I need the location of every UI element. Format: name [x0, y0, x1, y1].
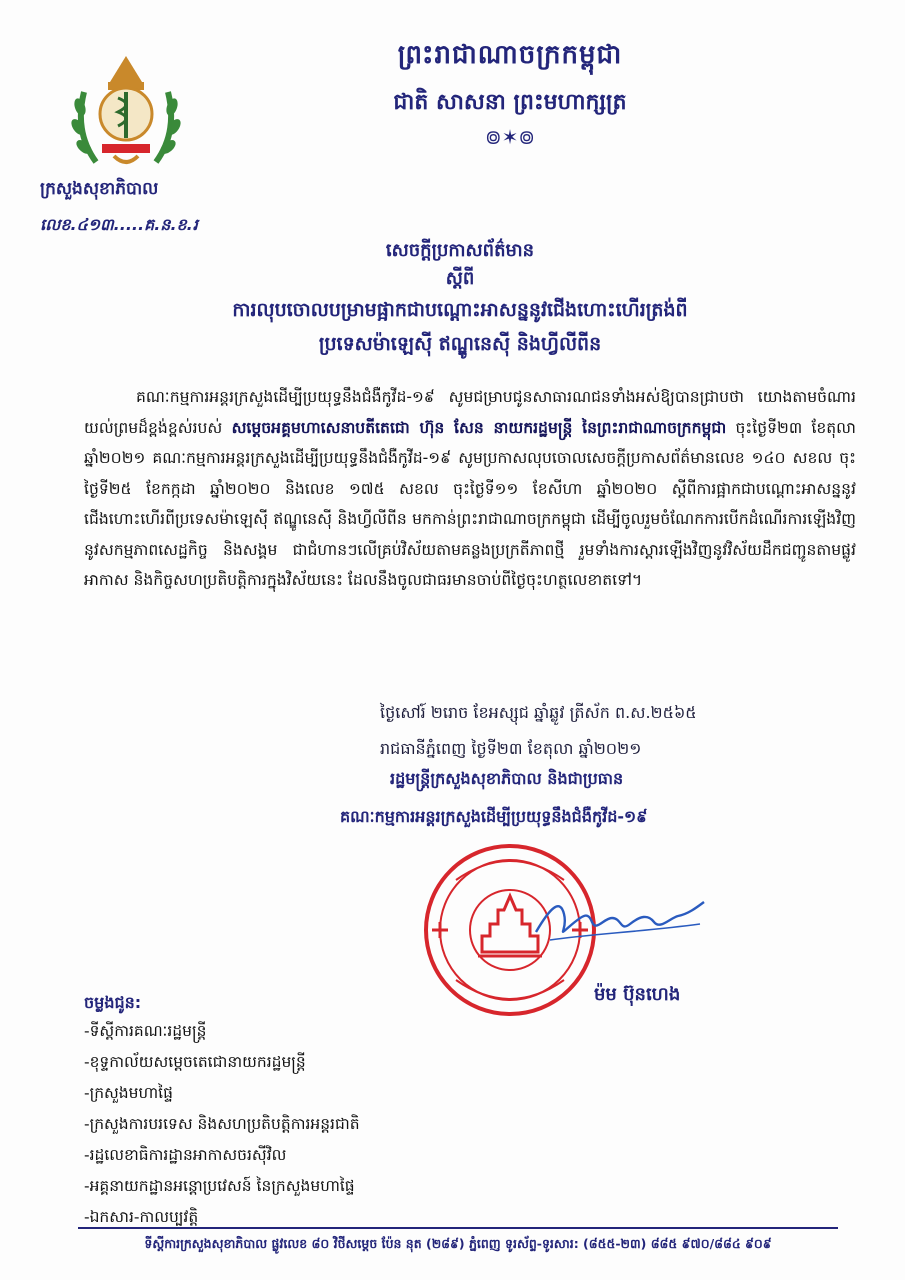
cc-item: -ក្រសួងការបរទេស និងសហប្រតិបត្តិការអន្តរជាតិ [84, 1115, 360, 1133]
body-text-part-2: ចុះថ្ងៃទី២៣ ខែតុលា ឆ្នាំ២០២១ គណៈកម្មការអន្តរក្រសួងដើម្បីប្រយុទ្ធនឹងជំងឺកូវីដ-១៩ សូមប្រកាសលុបចោលសេចក្តីប្រកាសព័ត៌មានលេខ ១៤០ សខល ចុះថ្ងៃទី២៥ ខែកក្កដា ឆ្នាំ២០២០ និងលេខ ១៧៥ សខល ចុះថ្ងៃទី១១ ខែសីហា ឆ្នាំ២០២០ ស្តីពីការផ្អាកជាបណ្តោះអាសន្ននូវជើងហោះហើរពីប្រទេសម៉ាឡេស៊ី ឥណ្ឌូនេស៊ី និងហ្វីលីពីន មកកាន់ព្រះរាជាណាចក្រកម្ពុជា ដើម្បីចូលរួមចំណែកការបើកដំណើរការឡើងវិញនូវសកម្មភាពសេដ្ឋកិច្ច និងសង្គម ជាជំហានៗលើគ្រប់វិស័យតាមគន្លងប្រក្រតីភាពថ្មី រួមទាំងការស្តារឡើងវិញនូវវិស័យដឹកជញ្ជូនតាមផ្លូវអាកាស និងកិច្ចសហប្រតិបត្តិការក្នុងវិស័យនេះ ដែលនឹងចូលជាធរមានចាប់ពីថ្ងៃចុះហត្ថលេខាតទៅ។ [84, 418, 856, 589]
document-subtitle: ស្តីពី [445, 268, 475, 289]
body-text-part-1: គណៈកម្មការអន្តរក្រសួងដើម្បីប្រយុទ្ធនឹងជំងឺកូវីដ-១៩ សូមជម្រាបជូនសាធារណជនទាំងអស់ឱ្យបានជ្រាបថា យោងតាមចំណារយល់ព្រមដ៏ខ្ពង់ខ្ពស់របស់ [84, 388, 856, 437]
ornament-divider: ៙✶៙ [485, 125, 535, 149]
cc-item: -អគ្គនាយកដ្ឋានអន្តោប្រវេសន៍ នៃក្រសួងមហាផ្ទៃ [84, 1177, 355, 1195]
footer-address: ទីស្តីការក្រសួងសុខាភិបាល ផ្លូវលេខ ៨០ វិថីសម្តេច ប៉ែន នុត (២៨៩) ភ្នំពេញ ទូរស័ព្ទ-ទូរសារ: (៨៥៥-២៣) ៨៨៥ ៩៧០/៨៨៤ ៩០៩ [144, 1236, 772, 1251]
footer-divider [78, 1227, 838, 1229]
reference-number: លេខ.៤១៣.....គ.ន.ខ.រ [40, 215, 198, 234]
signer-position-2: គណៈកម្មការអន្តរក្រសួងដើម្បីប្រយុទ្ធនឹងជំងឺកូវីដ-១៩ [340, 807, 648, 826]
cc-heading: ចម្លងជូន: [84, 993, 142, 1012]
signer-name: ម៉ម ប៊ុនហេង [594, 984, 681, 1005]
document-title: សេចក្តីប្រកាសព័ត៌មាន [385, 240, 535, 261]
handwritten-signature-icon [530, 888, 710, 948]
kingdom-heading: ព្រះរាជាណាចក្រកម្ពុជា [397, 40, 623, 70]
document-subject-line-1: ការលុបចោលបម្រាមផ្អាកជាបណ្តោះអាសន្ននូវជើងហោះហើរត្រង់ពី [232, 299, 688, 321]
body-paragraph [84, 382, 856, 596]
national-motto: ជាតិ សាសនា ព្រះមហាក្សត្រ [393, 90, 627, 115]
cc-item: -រដ្ឋលេខាធិការដ្ឋានអាកាសចរស៊ីវិល [84, 1146, 287, 1164]
document-subject-line-2: ប្រទេសម៉ាឡេស៊ី ឥណ្ឌូនេស៊ី និងហ្វីលីពីន [318, 333, 602, 355]
solar-date: រាជធានីភ្នំពេញ ថ្ងៃទី២៣ ខែតុលា ឆ្នាំ២០២១ [380, 739, 642, 758]
announcement-body [84, 382, 856, 596]
ministry-name: ក្រសួងសុខាភិបាល [40, 179, 159, 199]
cc-item: -ឯកសារ-កាលប្បវត្តិ [84, 1208, 199, 1226]
lunar-date: ថ្ងៃសៅរ៍ ២រោច ខែអស្សុជ ឆ្នាំឆ្លូវ ត្រីស័ក ព.ស.២៥៦៥ [380, 703, 697, 722]
signer-position-1: រដ្ឋមន្ត្រីក្រសួងសុខាភិបាល និងជាប្រធាន [390, 769, 624, 788]
cc-item: -ខុទ្ទកាល័យសម្តេចតេជោនាយករដ្ឋមន្ត្រី [84, 1053, 306, 1071]
cc-item: -ទីស្តីការគណៈរដ្ឋមន្ត្រី [84, 1022, 207, 1040]
body-bold-honorific: សម្តេចអគ្គមហាសេនាបតីតេជោ ហ៊ុន សែន នាយករដ្ឋមន្ត្រី នៃព្រះរាជាណាចក្រកម្ពុជា [231, 418, 727, 437]
cc-item: -ក្រសួងមហាផ្ទៃ [84, 1084, 173, 1102]
ministry-logo-icon [66, 52, 186, 174]
cc-list [84, 1016, 360, 1233]
